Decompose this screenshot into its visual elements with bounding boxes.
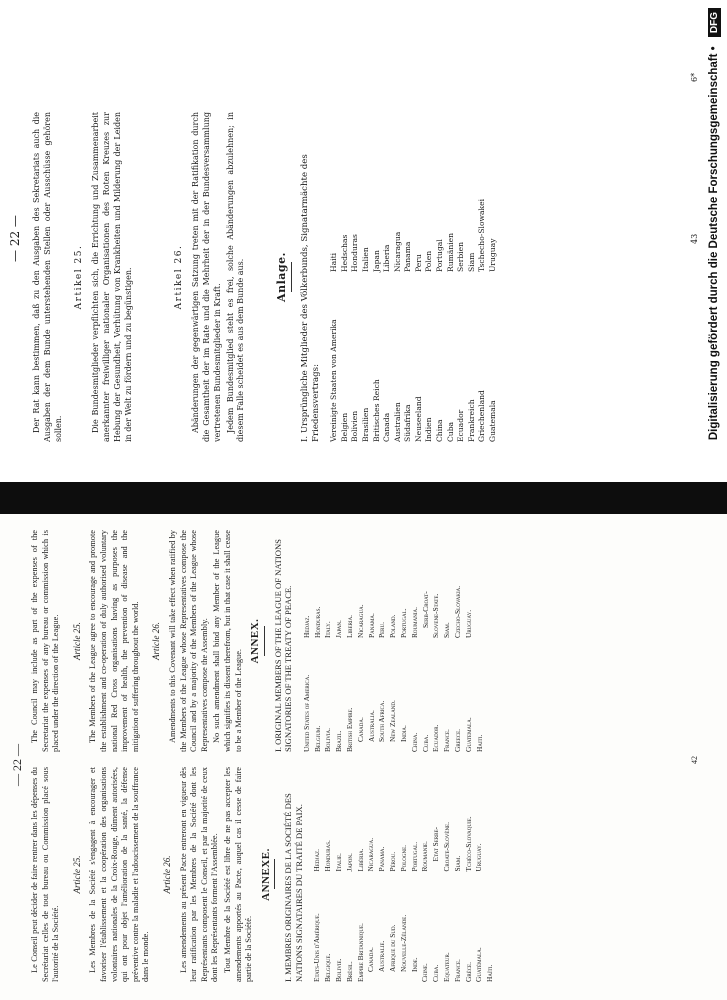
german-column bbox=[32, 112, 499, 442]
french-intro: Le Conseil peut décider de faire rentrer dans les dépenses du Secrétariat celles de tout bureau ou Commission placé sous l'autorité de la Société. bbox=[30, 767, 61, 982]
english-country-column-a bbox=[302, 644, 486, 752]
french-article-26-p1: Les amendements au présent Pacte entreront en vigueur dès leur ratification par les Membres de la Société dont les Représentants composent le Conseil, et par la majorité de ceux dont les Représentants forment l'Assemblée. bbox=[178, 767, 220, 982]
page-footer-number: 43 bbox=[690, 233, 699, 244]
country-name: Vereinigte Staaten von Amerika bbox=[329, 319, 339, 442]
country-name: Nouvelle-Zélande. bbox=[398, 914, 408, 972]
country-name: Chine. bbox=[420, 963, 430, 982]
english-column bbox=[30, 530, 485, 752]
country-name: Neuseeland bbox=[413, 396, 423, 442]
country-name: Südafrika bbox=[403, 404, 413, 442]
country-name: Libéria. bbox=[355, 848, 365, 872]
country-name: Canada. bbox=[355, 717, 365, 742]
country-name: Uruguay. bbox=[474, 843, 484, 872]
country-name: Australien bbox=[392, 402, 402, 442]
french-column bbox=[30, 767, 496, 982]
binding-gutter bbox=[0, 482, 727, 514]
country-name: Czecho-Slovakia. bbox=[453, 585, 463, 638]
country-name: Britisches Reich bbox=[371, 379, 381, 442]
country-name: Etat Serbe- bbox=[431, 827, 441, 862]
country-name: South Africa. bbox=[377, 700, 387, 742]
country-name: Haiti bbox=[329, 252, 339, 272]
english-annex-heading: I. ORIGINAL MEMBERS OF THE LEAGUE OF NATIONS SIGNATORIES OF THE TREATY OF PEACE. bbox=[272, 539, 294, 752]
country-name: Guatémala. bbox=[474, 947, 484, 982]
country-name: Guatemala. bbox=[463, 717, 473, 752]
country-name: Panama. bbox=[366, 613, 376, 638]
country-name: Nicaragua. bbox=[366, 837, 376, 872]
country-name: China. bbox=[409, 732, 419, 752]
country-name: Bolivia. bbox=[323, 728, 333, 752]
left-page bbox=[0, 514, 727, 1000]
divider bbox=[274, 860, 275, 890]
page-footer-number: 42 bbox=[690, 756, 699, 764]
country-name: Slovene-State. bbox=[431, 593, 441, 638]
german-article-26-title: Artikel 26. bbox=[174, 244, 185, 310]
country-name: Afrique du Sud. bbox=[388, 924, 398, 972]
country-name: New Zealand. bbox=[388, 700, 398, 742]
country-name: Guatemala bbox=[488, 400, 498, 442]
country-name: Honduras bbox=[350, 234, 360, 272]
country-name: Inde. bbox=[409, 957, 419, 972]
english-article-26-title: Article 26. bbox=[151, 622, 162, 660]
english-annex-title: ANNEX. bbox=[249, 618, 262, 664]
country-name: Honduras. bbox=[312, 606, 322, 638]
country-name: Pologne. bbox=[398, 844, 408, 872]
country-name: Panama. bbox=[377, 846, 387, 872]
country-name: France. bbox=[452, 959, 462, 982]
dfg-logo: DFG bbox=[708, 8, 721, 37]
country-name: Brésil. bbox=[344, 961, 354, 982]
english-country-column-b bbox=[302, 530, 486, 638]
country-name: Japan. bbox=[334, 620, 344, 638]
country-name: Liberia bbox=[382, 244, 392, 272]
country-name: Peru bbox=[413, 254, 423, 272]
english-article-25-title: Article 25. bbox=[71, 622, 82, 660]
country-name: Nicaragua. bbox=[355, 604, 365, 638]
country-name: Frankreich bbox=[466, 399, 476, 442]
german-country-list bbox=[329, 112, 499, 442]
french-annex-title: ANNEXE. bbox=[259, 848, 272, 901]
french-country-column-b bbox=[312, 767, 496, 872]
country-name: Siam. bbox=[442, 622, 452, 638]
english-article-26-p1: Amendments to this Covenant will take effect when ratified by the Members of the League whose Representatives compose the Council and by a majority of the Members of the League whose Representatives compose the Assembly. bbox=[167, 530, 209, 752]
country-name: Uruguay bbox=[488, 238, 498, 272]
french-article-26-title: Article 26. bbox=[161, 855, 172, 894]
country-name: Empire Britannique. bbox=[355, 923, 365, 982]
divider bbox=[291, 262, 292, 292]
country-name: Polen bbox=[424, 250, 434, 272]
country-name: Greece. bbox=[453, 728, 463, 752]
country-name: Ecuador bbox=[456, 409, 466, 442]
country-name: Pérou. bbox=[388, 851, 398, 872]
french-article-26-p2: Tout Membre de la Société est libre de ne pas accepter les amendements apportés au Pacte, auquel cas il cesse de faire partie de la Société. bbox=[222, 767, 254, 982]
divider bbox=[264, 626, 265, 656]
country-name: Portugal. bbox=[399, 608, 409, 638]
dfg-notice-strip bbox=[705, 0, 727, 1000]
french-annex-heading: I. MEMBRES ORIGINAIRES DE LA SOCIÉTÉ DES NATIONS SIGNATAIRES DU TRAITÉ DE PAIX. bbox=[283, 793, 304, 982]
country-name: Liberia. bbox=[345, 614, 355, 638]
country-name: Peru. bbox=[377, 622, 387, 638]
country-name: Tschecho-Slowakei bbox=[477, 198, 487, 272]
country-name: Nicaragua bbox=[392, 231, 402, 272]
country-name: Serb-Croat- bbox=[420, 591, 430, 628]
country-name: Ecuador. bbox=[431, 724, 441, 752]
french-article-25-title: Article 25. bbox=[71, 855, 82, 894]
country-name: Hedschas bbox=[339, 234, 349, 272]
german-article-26-p1: Abänderungen der gegenwärtigen Satzung treten mit der Ratifikation durch die Gesamtheit der im Rate und die Mehrheit der in der Bundesversammlung vertretenen Bundesmitglieder in Kraft. bbox=[191, 112, 222, 442]
country-name: Bolivien bbox=[350, 410, 360, 442]
english-intro: The Council may include as part of the expenses of the Secretariat the expenses of any bureau or commission which is placed under the direction of the League. bbox=[30, 530, 61, 752]
country-name: Haïti. bbox=[485, 964, 495, 982]
dfg-notice bbox=[708, 8, 721, 440]
country-name: Hedjaz. bbox=[301, 615, 311, 638]
signature-mark: 6* bbox=[690, 72, 699, 82]
country-name: Belgique. bbox=[323, 953, 333, 982]
country-name: Belgium. bbox=[312, 725, 322, 752]
german-article-25-title: Artikel 25. bbox=[74, 244, 85, 310]
country-name: Brazil. bbox=[334, 730, 344, 752]
country-name: Australie. bbox=[377, 940, 387, 972]
country-name: China bbox=[435, 419, 445, 442]
country-name: British Empire. bbox=[345, 707, 355, 752]
page-number: — 22 — bbox=[8, 215, 22, 262]
french-country-column-a bbox=[312, 878, 496, 983]
country-name: Equateur. bbox=[442, 952, 452, 982]
country-name: Panama bbox=[403, 241, 413, 272]
country-name: United States of America. bbox=[301, 674, 311, 752]
country-name: Italien bbox=[360, 247, 370, 272]
country-name: Brasilien bbox=[360, 407, 370, 442]
page-number: — 22 — bbox=[10, 744, 24, 786]
country-name: Canada bbox=[382, 412, 392, 442]
german-annex-title: Anlage. bbox=[275, 252, 289, 302]
country-name: Indien bbox=[424, 417, 434, 442]
country-name: Belgien bbox=[339, 412, 349, 442]
french-country-list bbox=[312, 767, 496, 982]
country-name: Siam bbox=[466, 252, 476, 272]
country-name: Hedjaz. bbox=[312, 849, 322, 872]
country-name: Cuba. bbox=[420, 734, 430, 752]
german-annex-heading: I. Ursprüngliche Mitglieder des Völkerbunds, Signatarmächte des Friedensvertrags: bbox=[299, 154, 321, 442]
country-name: Uruguay. bbox=[463, 609, 473, 638]
country-name: Serbien bbox=[456, 241, 466, 272]
german-intro: Der Rat kann bestimmen, daß zu den Ausgaben des Sekretariats auch die Ausgaben der dem Bunde unterstehenden Stellen oder Ausschüsse gehören sollen. bbox=[32, 112, 63, 442]
french-article-25-text: Les Membres de la Société s'engagent à encourager et favoriser l'établissement et la coopération des organisations volontaires nationales de la Croix-Rouge, dûment autorisées, qui ont pour objet l'amélioration de la santé, la défense préventive contre la maladie et l'adoucissement de la souffrance dans le monde. bbox=[88, 767, 151, 982]
country-name: Roumanie. bbox=[420, 841, 430, 872]
dfg-notice-text: Digitalisierung gefördert durch die Deutsche Forschungsgemeinschaft • bbox=[708, 46, 720, 441]
country-name: Bolivie. bbox=[334, 958, 344, 982]
country-name: Portugal bbox=[435, 239, 445, 272]
english-article-26-p2: No such amendment shall bind any Member of the League which signifies its dissent therefrom, but in that case it shall cease to be a Member of the League. bbox=[212, 530, 243, 752]
country-name: Etats-Unis d'Amérique. bbox=[312, 913, 322, 982]
country-name: Rumänien bbox=[445, 232, 455, 272]
country-name: Siam. bbox=[452, 855, 462, 872]
country-name: Roumania. bbox=[409, 607, 419, 638]
country-name: Japon. bbox=[344, 853, 354, 872]
country-name: Portugal. bbox=[409, 841, 419, 872]
country-name: Italy. bbox=[323, 621, 333, 638]
country-name: Italie. bbox=[334, 853, 344, 872]
country-name: France. bbox=[442, 729, 452, 752]
country-name: Honduras. bbox=[323, 840, 333, 872]
country-name: Canada. bbox=[366, 947, 376, 972]
country-name: India. bbox=[399, 725, 409, 742]
country-name: Cuba. bbox=[431, 964, 441, 982]
german-article-25-text: Die Bundesmitglieder verpflichten sich, die Errichtung und Zusammenarbeit anerkannter freiwilliger nationaler Organisationen des Roten Kreuzes zur Hebung der Gesundheit, Verhütung von Krankheiten und Milderung der Leiden in der Welt zu fördern und zu begünstigen. bbox=[91, 112, 133, 442]
english-article-25-text: The Members of the League agree to encourage and promote the establishment and co-operation of duly authorised voluntary national Red Cross organisations having as purposes the improvement of health, the prevention of disease and the mitigation of suffering throughout the world. bbox=[88, 530, 140, 752]
country-name: Haiti. bbox=[474, 734, 484, 752]
right-page bbox=[0, 0, 727, 482]
country-name: Poland. bbox=[388, 614, 398, 638]
country-name: Japan bbox=[371, 250, 381, 272]
english-country-list bbox=[302, 530, 486, 752]
country-name: Cuba bbox=[445, 421, 455, 442]
country-name: Tchéco-Slovaquie. bbox=[463, 816, 473, 872]
country-name: Griechenland bbox=[477, 390, 487, 442]
country-name: Grèce. bbox=[463, 962, 473, 982]
german-article-26-p2: Jedem Bundesmitglied steht es frei, solche Abänderungen abzulehnen; in diesem Falle scheidet es aus dem Bunde aus. bbox=[225, 112, 246, 442]
country-name: Croate-Slovène. bbox=[442, 822, 452, 872]
country-name: Australia. bbox=[366, 710, 376, 742]
